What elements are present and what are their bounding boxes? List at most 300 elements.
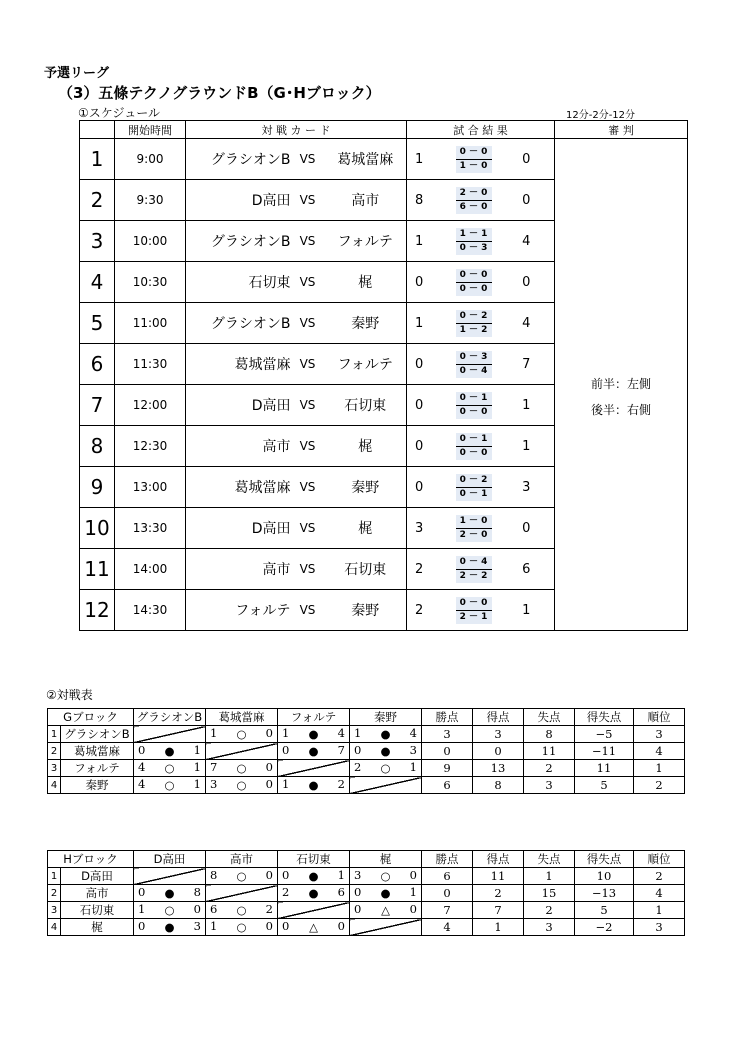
- away-score: 0: [499, 262, 555, 303]
- home-team: 葛城當麻: [186, 467, 291, 508]
- second-half-score: 2 － 1: [456, 611, 492, 624]
- away-score: 3: [499, 467, 555, 508]
- team-row: [48, 902, 685, 919]
- home-score: 1: [407, 221, 449, 262]
- result-mark: ●: [164, 920, 175, 934]
- stat-header-pts: 勝点: [422, 851, 473, 868]
- match-time: 12:00: [115, 385, 186, 426]
- goals-for: 4: [138, 777, 146, 791]
- stat-header-pts: 勝点: [422, 709, 473, 726]
- match-result-cell: [350, 868, 422, 885]
- second-half-score: 2 － 2: [456, 570, 492, 583]
- stat-ga: 2: [524, 902, 575, 919]
- goals-against: 0: [265, 777, 273, 791]
- result-mark: ○: [164, 778, 175, 792]
- match-time: 13:00: [115, 467, 186, 508]
- team-index: 4: [48, 919, 61, 936]
- match-result-cell: [350, 743, 422, 760]
- match-time: 11:30: [115, 344, 186, 385]
- away-score: 4: [499, 221, 555, 262]
- goals-for: 6: [210, 902, 218, 916]
- time-note: 12分-2分-12分: [566, 110, 636, 121]
- goals-against: 0: [265, 726, 273, 740]
- stat-gd: −5: [575, 726, 634, 743]
- stat-rank: 2: [634, 868, 685, 885]
- result-mark: ○: [380, 761, 391, 775]
- h-block-table: [47, 850, 685, 936]
- stat-pts: 7: [422, 902, 473, 919]
- match-result-cell: [350, 885, 422, 902]
- goals-for: 1: [282, 777, 290, 791]
- header-ref: 審 判: [555, 121, 688, 139]
- opponent-header: 梶: [350, 851, 422, 868]
- away-team: 梶: [325, 262, 407, 303]
- stat-pts: 0: [422, 885, 473, 902]
- away-team: 石切東: [325, 549, 407, 590]
- away-score: 0: [499, 139, 555, 180]
- home-team: グラシオンB: [186, 139, 291, 180]
- away-team: 石切東: [325, 385, 407, 426]
- goals-for: 7: [210, 760, 218, 774]
- match-number: 6: [80, 344, 115, 385]
- half-scores: [449, 467, 499, 508]
- stat-rank: 3: [634, 919, 685, 936]
- match-time: 14:30: [115, 590, 186, 631]
- referee-first-half: 前半：左側: [591, 377, 652, 391]
- stat-ga: 8: [524, 726, 575, 743]
- match-result-cell: [350, 726, 422, 743]
- match-number: 5: [80, 303, 115, 344]
- goals-against: 4: [337, 726, 345, 740]
- opponent-header: フォルテ: [278, 709, 350, 726]
- home-score: 1: [407, 303, 449, 344]
- standings-label: ②対戦表: [46, 688, 93, 702]
- team-index: 1: [48, 726, 61, 743]
- stat-gf: 7: [473, 902, 524, 919]
- second-half-score: 0 － 1: [456, 488, 492, 501]
- half-scores: [449, 508, 499, 549]
- stat-rank: 1: [634, 760, 685, 777]
- goals-for: 1: [210, 726, 218, 740]
- vs-label: VS: [291, 221, 325, 262]
- team-row: [48, 919, 685, 936]
- result-mark: ●: [308, 727, 319, 741]
- stat-gf: 1: [473, 919, 524, 936]
- match-time: 12:30: [115, 426, 186, 467]
- home-score: 0: [407, 426, 449, 467]
- first-half-score: 2 － 0: [456, 187, 492, 201]
- match-number: 4: [80, 262, 115, 303]
- goals-against: 2: [337, 777, 345, 791]
- goals-against: 1: [193, 743, 201, 757]
- team-name: 秦野: [61, 777, 134, 794]
- match-result-cell: [134, 902, 206, 919]
- second-half-score: 6 － 0: [456, 201, 492, 214]
- self-match-cell: [134, 726, 206, 743]
- stat-gf: 11: [473, 868, 524, 885]
- first-half-score: 0 － 0: [456, 269, 492, 283]
- match-result-cell: [278, 777, 350, 794]
- stat-header-gd: 得失点: [575, 851, 634, 868]
- half-scores: [449, 303, 499, 344]
- result-mark: ○: [236, 869, 247, 883]
- venue-title: （3）五條テクノグラウンドB（G･Hブロック）: [58, 84, 381, 102]
- self-match-cell: [206, 743, 278, 760]
- away-score: 4: [499, 303, 555, 344]
- home-team: D高田: [186, 508, 291, 549]
- vs-label: VS: [291, 139, 325, 180]
- home-team: 石切東: [186, 262, 291, 303]
- goals-against: 4: [409, 726, 417, 740]
- stat-pts: 9: [422, 760, 473, 777]
- first-half-score: 0 － 0: [456, 597, 492, 611]
- team-index: 3: [48, 760, 61, 777]
- home-score: 0: [407, 467, 449, 508]
- stat-header-gd: 得失点: [575, 709, 634, 726]
- goals-for: 3: [210, 777, 218, 791]
- goals-for: 0: [138, 919, 146, 933]
- stat-gd: 5: [575, 777, 634, 794]
- match-number: 3: [80, 221, 115, 262]
- result-mark: ○: [236, 761, 247, 775]
- half-scores: [449, 590, 499, 631]
- team-index: 1: [48, 868, 61, 885]
- stat-header-rank: 順位: [634, 851, 685, 868]
- second-half-score: 2 － 0: [456, 529, 492, 542]
- team-name: 梶: [61, 919, 134, 936]
- team-index: 2: [48, 885, 61, 902]
- half-scores: [449, 139, 499, 180]
- goals-for: 0: [354, 885, 362, 899]
- home-score: 0: [407, 385, 449, 426]
- vs-label: VS: [291, 508, 325, 549]
- team-name: D高田: [61, 868, 134, 885]
- team-row: [48, 760, 685, 777]
- half-scores: [449, 221, 499, 262]
- stat-gd: 11: [575, 760, 634, 777]
- half-scores: [449, 180, 499, 221]
- stat-rank: 1: [634, 902, 685, 919]
- goals-for: 0: [282, 743, 290, 757]
- stat-gf: 13: [473, 760, 524, 777]
- result-mark: ○: [236, 903, 247, 917]
- away-team: 梶: [325, 426, 407, 467]
- half-scores: [449, 426, 499, 467]
- vs-label: VS: [291, 426, 325, 467]
- stat-gf: 2: [473, 885, 524, 902]
- goals-for: 1: [354, 726, 362, 740]
- match-result-cell: [134, 760, 206, 777]
- goals-for: 3: [354, 868, 362, 882]
- result-mark: △: [309, 920, 318, 934]
- goals-against: 1: [193, 760, 201, 774]
- stat-ga: 3: [524, 919, 575, 936]
- vs-label: VS: [291, 344, 325, 385]
- opponent-header: グラシオンB: [134, 709, 206, 726]
- away-score: 7: [499, 344, 555, 385]
- away-score: 1: [499, 426, 555, 467]
- home-score: 2: [407, 549, 449, 590]
- result-mark: ●: [164, 744, 175, 758]
- header-result: 試 合 結 果: [407, 121, 555, 139]
- away-score: 1: [499, 385, 555, 426]
- team-name: 葛城當麻: [61, 743, 134, 760]
- match-number: 8: [80, 426, 115, 467]
- match-number: 11: [80, 549, 115, 590]
- goals-against: 0: [265, 868, 273, 882]
- result-mark: ●: [164, 886, 175, 900]
- goals-against: 0: [409, 902, 417, 916]
- goals-against: 0: [409, 868, 417, 882]
- team-name: フォルテ: [61, 760, 134, 777]
- goals-against: 0: [265, 760, 273, 774]
- stat-pts: 6: [422, 777, 473, 794]
- away-team: 秦野: [325, 303, 407, 344]
- result-mark: ●: [308, 886, 319, 900]
- match-time: 14:00: [115, 549, 186, 590]
- stat-gf: 8: [473, 777, 524, 794]
- goals-for: 8: [210, 868, 218, 882]
- half-scores: [449, 262, 499, 303]
- team-name: グラシオンB: [61, 726, 134, 743]
- block-title: Gブロック: [48, 709, 134, 726]
- stat-gd: 10: [575, 868, 634, 885]
- standings-header: [48, 851, 685, 868]
- match-result-cell: [278, 868, 350, 885]
- half-scores: [449, 385, 499, 426]
- stat-rank: 3: [634, 726, 685, 743]
- match-number: 1: [80, 139, 115, 180]
- opponent-header: 秦野: [350, 709, 422, 726]
- away-team: 秦野: [325, 467, 407, 508]
- second-half-score: 0 － 4: [456, 365, 492, 378]
- match-result-cell: [278, 743, 350, 760]
- first-half-score: 0 － 2: [456, 310, 492, 324]
- match-result-cell: [206, 777, 278, 794]
- stat-ga: 2: [524, 760, 575, 777]
- home-team: 葛城當麻: [186, 344, 291, 385]
- home-score: 1: [407, 139, 449, 180]
- home-score: 8: [407, 180, 449, 221]
- schedule-label: ①スケジュール: [78, 106, 161, 120]
- goals-against: 1: [409, 885, 417, 899]
- self-match-cell: [278, 902, 350, 919]
- team-name: 高市: [61, 885, 134, 902]
- stat-pts: 3: [422, 726, 473, 743]
- vs-label: VS: [291, 590, 325, 631]
- second-half-score: 1 － 2: [456, 324, 492, 337]
- self-match-cell: [134, 868, 206, 885]
- goals-against: 7: [337, 743, 345, 757]
- team-index: 4: [48, 777, 61, 794]
- goals-for: 0: [138, 885, 146, 899]
- goals-against: 1: [337, 868, 345, 882]
- result-mark: ○: [236, 920, 247, 934]
- away-team: 秦野: [325, 590, 407, 631]
- match-result-cell: [278, 885, 350, 902]
- opponent-header: 高市: [206, 851, 278, 868]
- stat-ga: 15: [524, 885, 575, 902]
- team-row: [48, 885, 685, 902]
- away-team: 葛城當麻: [325, 139, 407, 180]
- stat-header-ga: 失点: [524, 709, 575, 726]
- home-score: 2: [407, 590, 449, 631]
- vs-label: VS: [291, 467, 325, 508]
- result-mark: ●: [380, 727, 391, 741]
- result-mark: ●: [308, 778, 319, 792]
- away-score: 6: [499, 549, 555, 590]
- match-result-cell: [278, 726, 350, 743]
- team-name: 石切東: [61, 902, 134, 919]
- goals-for: 4: [138, 760, 146, 774]
- stat-rank: 4: [634, 885, 685, 902]
- away-score: 0: [499, 180, 555, 221]
- goals-against: 0: [193, 902, 201, 916]
- match-time: 9:00: [115, 139, 186, 180]
- stat-gd: 5: [575, 902, 634, 919]
- goals-against: 1: [193, 777, 201, 791]
- away-team: フォルテ: [325, 221, 407, 262]
- team-row: [48, 743, 685, 760]
- stat-rank: 4: [634, 743, 685, 760]
- result-mark: △: [381, 903, 390, 917]
- match-time: 10:30: [115, 262, 186, 303]
- team-index: 3: [48, 902, 61, 919]
- vs-label: VS: [291, 303, 325, 344]
- vs-label: VS: [291, 180, 325, 221]
- stat-ga: 1: [524, 868, 575, 885]
- half-scores: [449, 344, 499, 385]
- second-half-score: 0 － 0: [456, 283, 492, 296]
- goals-for: 1: [282, 726, 290, 740]
- page-heading: 予選リーグ: [44, 66, 110, 81]
- home-team: フォルテ: [186, 590, 291, 631]
- home-team: 高市: [186, 549, 291, 590]
- stat-gd: −11: [575, 743, 634, 760]
- stat-pts: 0: [422, 743, 473, 760]
- stat-header-rank: 順位: [634, 709, 685, 726]
- match-number: 9: [80, 467, 115, 508]
- second-half-score: 1 － 0: [456, 160, 492, 173]
- match-number: 7: [80, 385, 115, 426]
- result-mark: ○: [164, 761, 175, 775]
- vs-label: VS: [291, 262, 325, 303]
- match-number: 12: [80, 590, 115, 631]
- team-index: 2: [48, 743, 61, 760]
- home-team: グラシオンB: [186, 221, 291, 262]
- stat-pts: 6: [422, 868, 473, 885]
- second-half-score: 0 － 3: [456, 242, 492, 255]
- stat-ga: 3: [524, 777, 575, 794]
- match-result-cell: [350, 902, 422, 919]
- home-score: 0: [407, 262, 449, 303]
- stat-header-ga: 失点: [524, 851, 575, 868]
- stat-gf: 3: [473, 726, 524, 743]
- match-result-cell: [206, 760, 278, 777]
- self-match-cell: [350, 919, 422, 936]
- goals-against: 3: [193, 919, 201, 933]
- self-match-cell: [206, 885, 278, 902]
- referee-cell: [555, 139, 688, 631]
- home-team: D高田: [186, 385, 291, 426]
- match-result-cell: [278, 919, 350, 936]
- goals-against: 3: [409, 743, 417, 757]
- match-row: [80, 139, 688, 180]
- first-half-score: 0 － 3: [456, 351, 492, 365]
- goals-for: 1: [138, 902, 146, 916]
- match-result-cell: [350, 760, 422, 777]
- match-result-cell: [206, 868, 278, 885]
- goals-against: 1: [409, 760, 417, 774]
- match-result-cell: [134, 777, 206, 794]
- team-row: [48, 868, 685, 885]
- first-half-score: 0 － 0: [456, 146, 492, 160]
- result-mark: ●: [380, 744, 391, 758]
- half-scores: [449, 549, 499, 590]
- match-time: 10:00: [115, 221, 186, 262]
- second-half-score: 0 － 0: [456, 447, 492, 460]
- match-result-cell: [206, 919, 278, 936]
- team-row: [48, 777, 685, 794]
- stat-header-gf: 得点: [473, 851, 524, 868]
- block-title: Hブロック: [48, 851, 134, 868]
- match-time: 9:30: [115, 180, 186, 221]
- first-half-score: 0 － 1: [456, 392, 492, 406]
- first-half-score: 0 － 1: [456, 433, 492, 447]
- header-card: 対 戦 カ ー ド: [186, 121, 407, 139]
- home-team: グラシオンB: [186, 303, 291, 344]
- first-half-score: 0 － 2: [456, 474, 492, 488]
- result-mark: ○: [236, 778, 247, 792]
- goals-for: 2: [354, 760, 362, 774]
- home-team: D高田: [186, 180, 291, 221]
- goals-for: 1: [210, 919, 218, 933]
- result-mark: ●: [308, 744, 319, 758]
- stat-rank: 2: [634, 777, 685, 794]
- self-match-cell: [350, 777, 422, 794]
- goals-for: 2: [282, 885, 290, 899]
- match-result-cell: [134, 885, 206, 902]
- home-team: 高市: [186, 426, 291, 467]
- away-score: 1: [499, 590, 555, 631]
- first-half-score: 0 － 4: [456, 556, 492, 570]
- first-half-score: 1 － 1: [456, 228, 492, 242]
- goals-for: 0: [354, 743, 362, 757]
- match-time: 13:30: [115, 508, 186, 549]
- vs-label: VS: [291, 549, 325, 590]
- home-score: 0: [407, 344, 449, 385]
- away-team: 梶: [325, 508, 407, 549]
- standings-header: [48, 709, 685, 726]
- away-team: 高市: [325, 180, 407, 221]
- second-half-score: 0 － 0: [456, 406, 492, 419]
- goals-for: 0: [282, 868, 290, 882]
- goals-for: 0: [138, 743, 146, 757]
- schedule-table: [79, 120, 688, 631]
- team-row: [48, 726, 685, 743]
- self-match-cell: [278, 760, 350, 777]
- match-number: 2: [80, 180, 115, 221]
- result-mark: ●: [308, 869, 319, 883]
- result-mark: ○: [164, 903, 175, 917]
- match-result-cell: [134, 743, 206, 760]
- match-time: 11:00: [115, 303, 186, 344]
- goals-against: 0: [265, 919, 273, 933]
- goals-against: 6: [337, 885, 345, 899]
- goals-against: 0: [337, 919, 345, 933]
- stat-gd: −13: [575, 885, 634, 902]
- goals-against: 2: [265, 902, 273, 916]
